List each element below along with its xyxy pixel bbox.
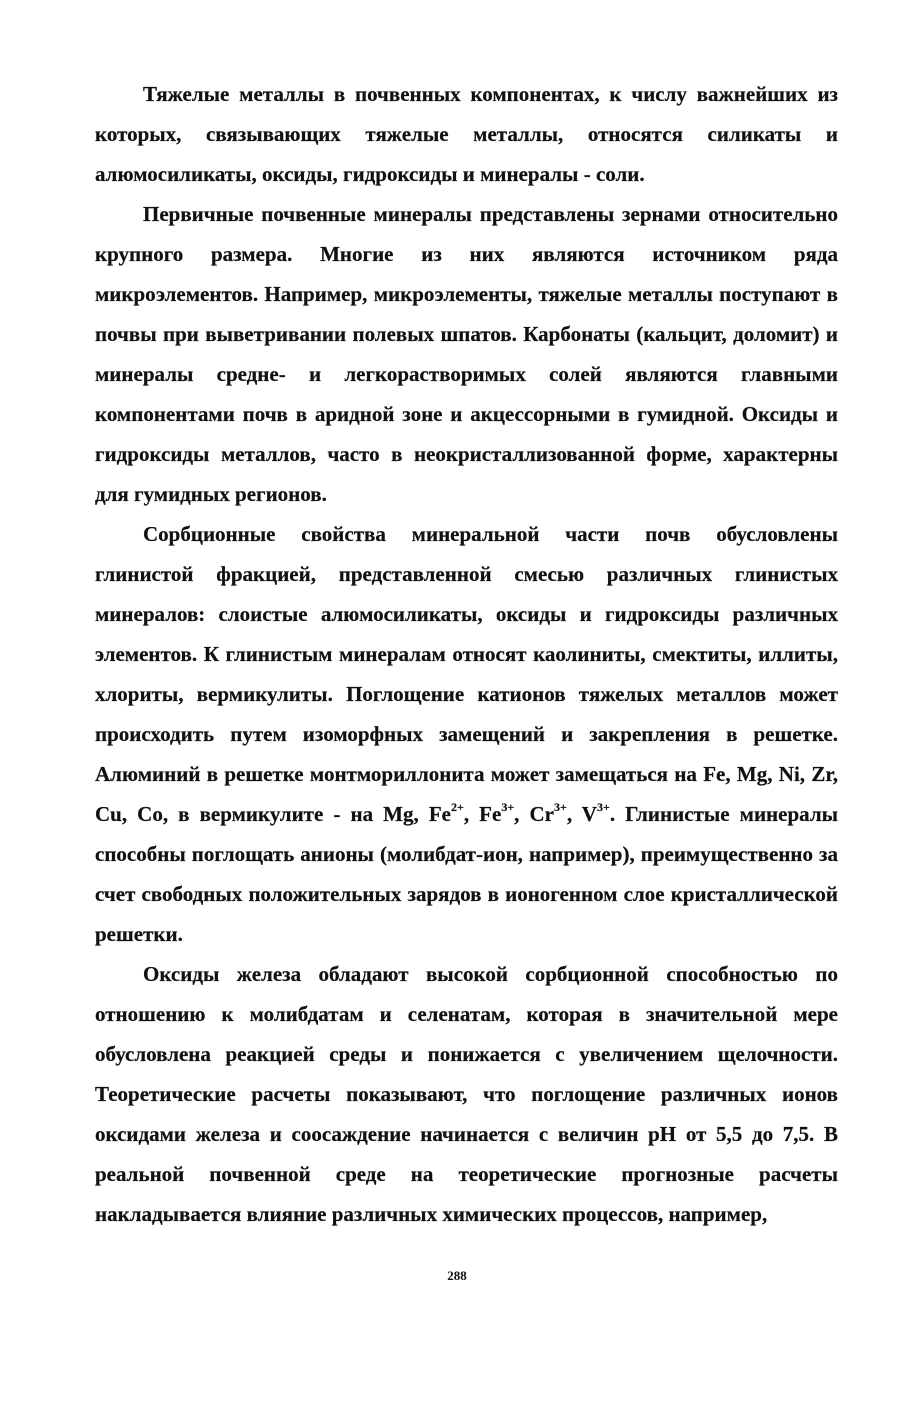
paragraph: Оксиды железа обладают высокой сорбционной способностью по отношению к молибдатам и селенатам, которая в значительной мере обусловлена реакцией среды и понижается с увеличением щелочности. Теоретические расчеты показывают, что поглощение различных ионов оксидами железа и соосаждение начинается с величин pH от 5,5 до 7,5. В реальной почвенной среде на теоретические прогнозные расчеты накладывается влияние различных химических процессов, например,	[95, 962, 838, 1226]
ion-charge: 3+	[596, 800, 610, 814]
separator: ,	[514, 802, 530, 826]
paragraph: Тяжелые металлы в почвенных компонентах, к числу важнейших из которых, связывающих тяжелые металлы, относятся силикаты и алюмосиликаты, оксиды, гидроксиды и минералы - соли.	[95, 82, 838, 186]
ion-symbol: V	[581, 802, 597, 826]
ion-charge: 2+	[450, 800, 464, 814]
paragraph: Первичные почвенные минералы представлены зернами относительно крупного размера. Многие из них являются источником ряда микроэлементов. Например, микроэлементы, тяжелые металлы поступают в почвы при выветривании полевых шпатов. Карбонаты (кальцит, доломит) и минералы средне- и легкорастворимых солей являются главными компонентами почв в аридной зоне и акцессорными в гумидной. Оксиды и гидроксиды металлов, часто в неокристаллизованной форме, характерны для гумидных регионов.	[95, 202, 838, 506]
paragraph	[95, 514, 838, 954]
ion-charge: 3+	[501, 800, 515, 814]
paragraph-text: Сорбционные свойства минеральной части почв обусловлены глинистой фракцией, представленной смесью различных глинистых минералов: слоистые алюмосиликаты, оксиды и гидроксиды различных элементов. К глинистым минералам относят каолиниты, смектиты, иллиты, хлориты, вермикулиты. Поглощение катионов тяжелых металлов может происходить путем изоморфных замещений и закрепления в решетке. Алюминий в решетке монтмориллонита может замещаться на Fe, Mg, Ni, Zr, Cu, Co, в вермикулите - на Mg,	[95, 522, 838, 826]
separator: ,	[463, 802, 480, 826]
ion-symbol: Fe	[428, 802, 451, 826]
ion-charge: 3+	[554, 800, 567, 814]
ion-symbol: Fe	[479, 802, 502, 826]
paragraph-text: . Глинистые минералы способны поглощать анионы (молибдат-ион, например), преимущественно за счет свободных положительных зарядов в ионогенном слое кристаллической решетки.	[95, 802, 839, 946]
body-text	[95, 74, 838, 1234]
page-number: 288	[447, 1268, 467, 1283]
ion-symbol: Cr	[529, 802, 554, 826]
separator: ,	[566, 802, 582, 826]
